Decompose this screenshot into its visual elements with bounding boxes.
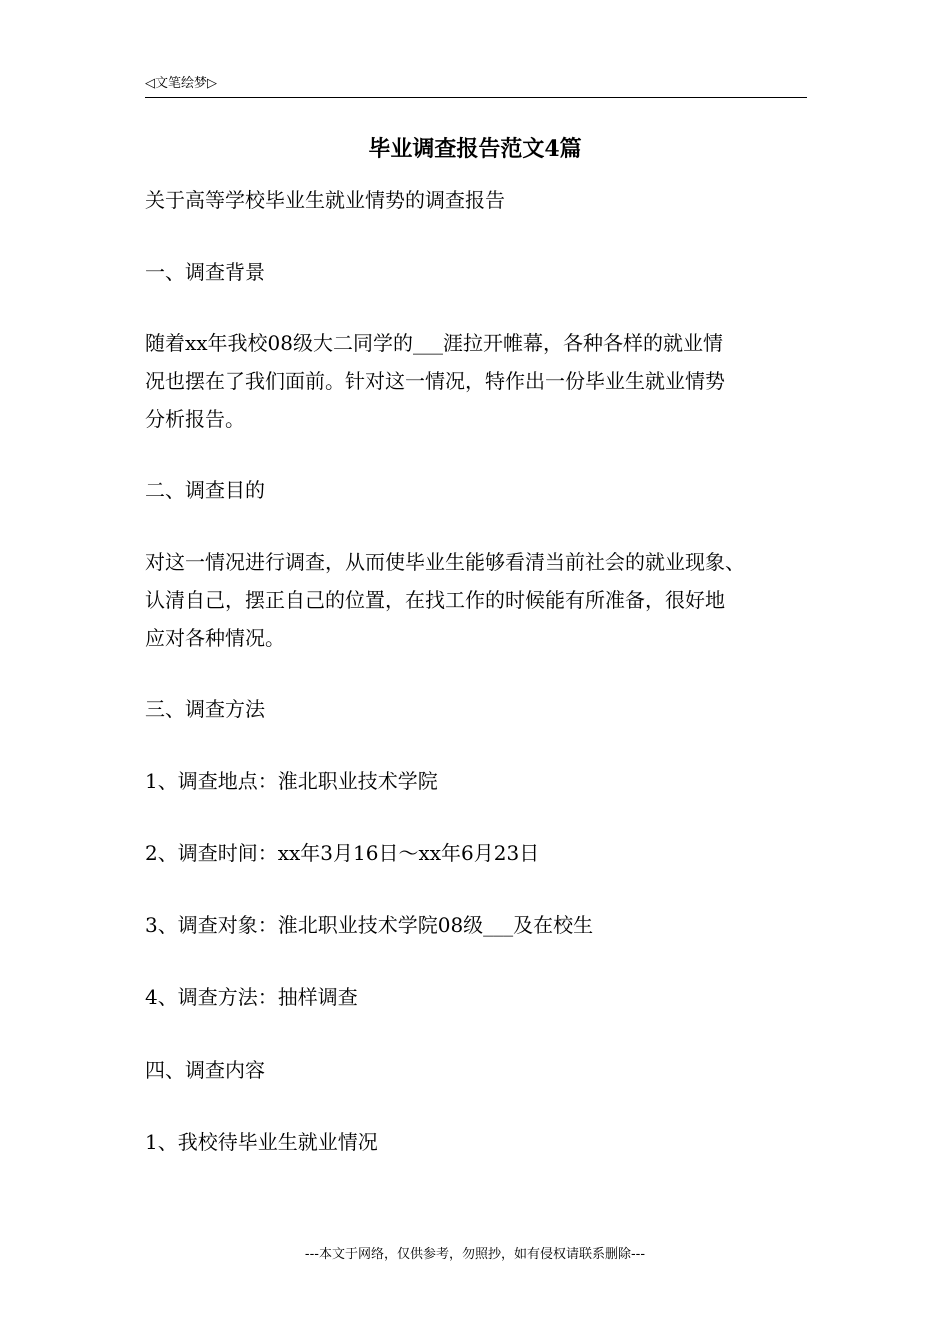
body-line: 应对各种情况。 [145,626,285,650]
section-body-purpose [145,543,810,657]
method-item-approach: 4、调查方法：抽样调查 [145,985,358,1009]
body-line: 随着xx年我校08级大二同学的___涯拉开帷幕，各种各样的就业情 [145,331,724,355]
document-subtitle: 关于高等学校毕业生就业情势的调查报告 [145,188,505,212]
section-body-background [145,324,810,438]
section-heading-method: 三、调查方法 [145,697,265,721]
body-line: 认清自己，摆正自己的位置，在找工作的时候能有所准备，很好地 [145,588,725,612]
header-divider [145,97,807,98]
body-line: 况也摆在了我们面前。针对这一情况，特作出一份毕业生就业情势 [145,369,725,393]
method-item-subject: 3、调查对象：淮北职业技术学院08级___及在校生 [145,913,594,937]
content-item-employment: 1、我校待毕业生就业情况 [145,1130,378,1154]
page-header: ◁文笔绘梦▷ [145,76,217,91]
body-line: 对这一情况进行调查，从而使毕业生能够看清当前社会的就业现象、 [145,550,745,574]
page-footer: ---本文于网络，仅供参考，勿照抄，如有侵权请联系删除--- [304,1247,646,1262]
section-heading-purpose: 二、调查目的 [145,478,265,502]
section-heading-background: 一、调查背景 [145,260,265,284]
document-title: 毕业调查报告范文4篇 [368,136,582,162]
body-line: 分析报告。 [145,407,245,431]
method-item-time: 2、调查时间：xx年3月16日～xx年6月23日 [145,841,540,865]
method-item-location: 1、调查地点：淮北职业技术学院 [145,769,438,793]
section-heading-content: 四、调查内容 [145,1058,265,1082]
